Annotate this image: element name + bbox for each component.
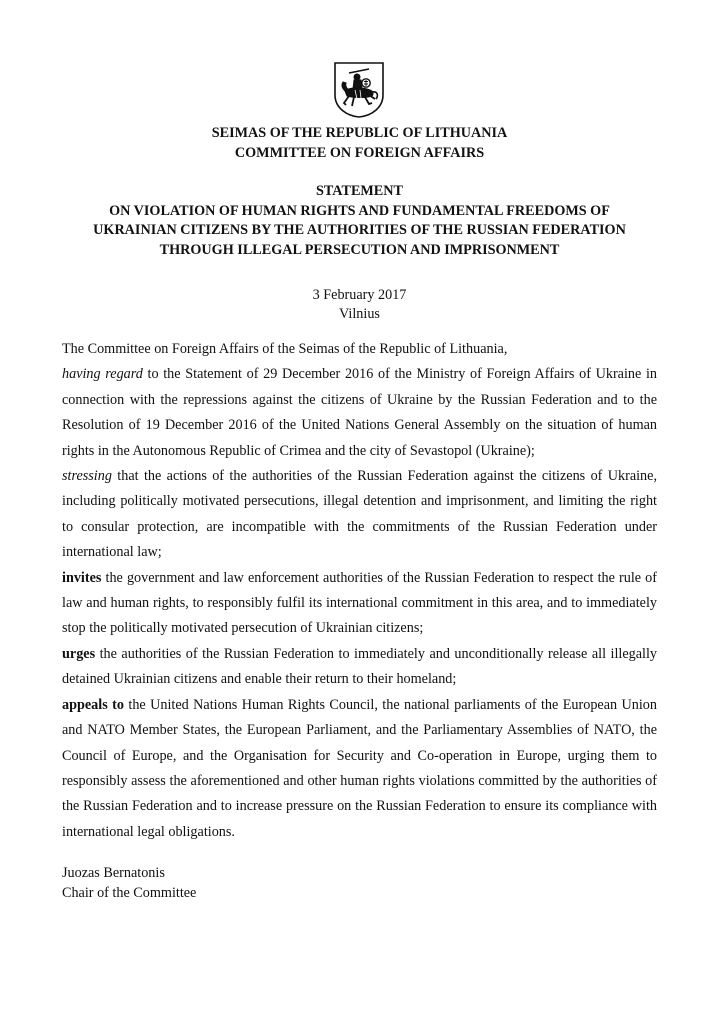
signatory-position: Chair of the Committee: [62, 884, 197, 901]
document-date: 3 February 2017: [312, 287, 407, 303]
clause-paragraph: [62, 464, 657, 566]
clause-text: that the actions of the authorities of the Russian Federation against the citizens of Ukraine, including politically motivated persecutions, illegal detention and imprisonment, and limiting the right to consular protection, are incompatible with the commitments of the Russian Federation under international law;: [62, 468, 657, 561]
clause-lead: stressing: [62, 468, 112, 485]
clause-lead: having regard: [62, 366, 143, 383]
paragraph-text: The Committee on Foreign Affairs of the Seimas of the Republic of Lithuania,: [62, 341, 508, 357]
clause-text: the authorities of the Russian Federation to immediately and unconditionally release all illegally detained Ukrainian citizens and enable their return to their homeland;: [62, 645, 657, 688]
document-body: [62, 337, 657, 845]
committee-name: COMMITTEE ON FOREIGN AFFAIRS: [234, 144, 485, 161]
org-name: SEIMAS OF THE REPUBLIC OF LITHUANIA: [211, 125, 508, 141]
clause-lead: appeals to: [62, 696, 124, 713]
lithuania-coat-of-arms-icon: [333, 61, 385, 119]
signature-block: [62, 864, 196, 903]
document-title-line: UKRAINIAN CITIZENS BY THE AUTHORITIES OF THE RUSSIAN FEDERATION: [93, 222, 626, 238]
preamble-paragraph: [62, 337, 657, 362]
date-place-block: [0, 286, 719, 324]
clause-paragraph: [62, 566, 657, 642]
document-title-line: ON VIOLATION OF HUMAN RIGHTS AND FUNDAMENTAL FREEDOMS OF: [109, 202, 610, 219]
signatory-name: Juozas Bernatonis: [62, 865, 165, 881]
document-type: STATEMENT: [316, 183, 403, 199]
clause-lead: invites: [62, 569, 102, 586]
clause-paragraph: [62, 642, 657, 693]
clause-text: to the Statement of 29 December 2016 of the Ministry of Foreign Affairs of Ukraine in connection with the repressions against the citizens of Ukraine by the Russian Federation and to the Resolution of 19 December 2016 of the United Nations General Assembly on the situation of human rights in the Autonomous Republic of Crimea and the city of Sevastopol (Ukraine);: [62, 366, 658, 459]
clause-text: the United Nations Human Rights Council, the national parliaments of the European Union and NATO Member States, the European Parliament, and the Parliamentary Assemblies of NATO, the Council of Europe, and the Organisation for Security and Co-operation in Europe, urging them to responsibly assess the aforementioned and other human rights violations committed by the authorities of the Russian Federation and to increase pressure on the Russian Federation to ensure its compliance with international legal obligations.: [62, 696, 657, 840]
clause-paragraph: [62, 362, 657, 464]
document-title-line: THROUGH ILLEGAL PERSECUTION AND IMPRISONMENT: [159, 241, 560, 258]
document-place: Vilnius: [339, 306, 380, 322]
document-title-block: [0, 182, 719, 260]
clause-lead: urges: [62, 645, 96, 662]
clause-text: the government and law enforcement authorities of the Russian Federation to respect the rule of law and human rights, to responsibly fulfil its international commitment in this area, and to immediately stop the politically motivated persecution of Ukrainian citizens;: [62, 569, 657, 637]
clause-paragraph: [62, 693, 657, 845]
document-organization-header: [0, 124, 719, 163]
